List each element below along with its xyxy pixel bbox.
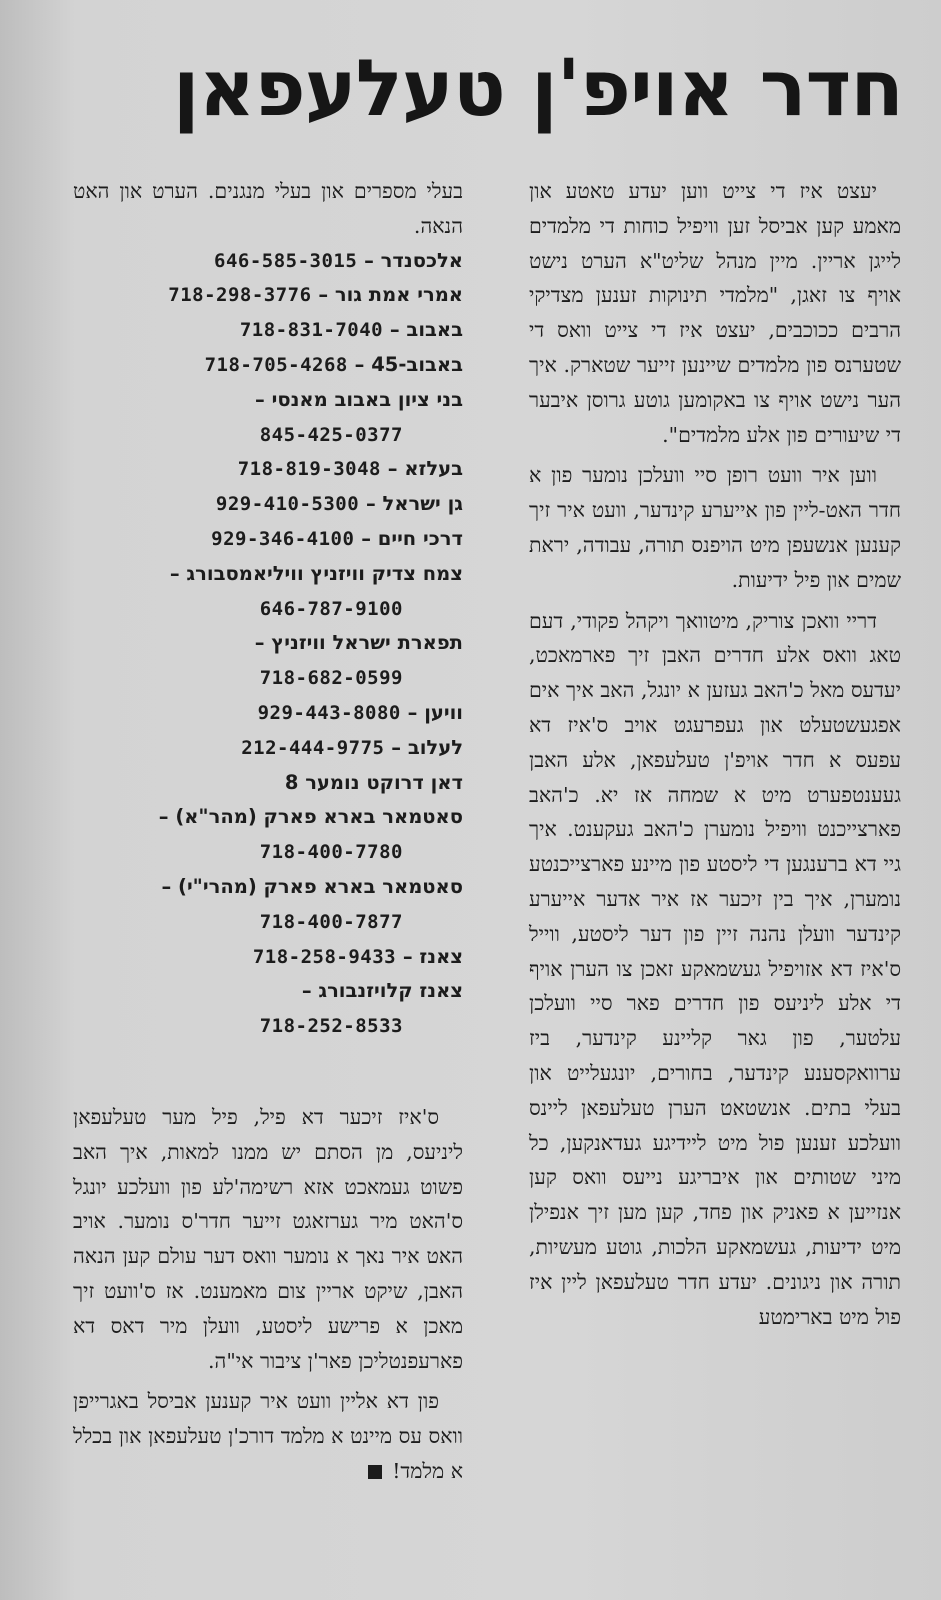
directory-entry: צאנז קלויזנבורג – <box>301 979 463 1003</box>
directory-entry: סאטמאר בארא פארק (מהרי"י) – <box>161 874 463 898</box>
directory-entry: צמח צדיק וויזניץ וויליאמסבורג – <box>169 561 463 585</box>
directory-number: 718-682-0599 <box>259 667 403 690</box>
directory-number: 718-400-7780 <box>259 841 403 864</box>
directory-entry: בני ציון באבוב מאנסי – <box>255 387 463 411</box>
end-mark-icon <box>368 1465 382 1479</box>
directory-entry: סאטמאר בארא פארק (מהר"א) – <box>158 805 463 829</box>
directory-entry: וויען – 929-443-8080 <box>257 700 463 724</box>
directory-entry: גן ישראל – 929-410-5300 <box>215 492 463 516</box>
column-gap <box>73 1044 463 1100</box>
directory-entry: באבוב – 718-831-7040 <box>239 318 463 342</box>
directory-number: 718-252-8533 <box>259 1015 403 1038</box>
directory-entry: אמרי אמת גור – 718-298-3776 <box>168 283 463 307</box>
directory-number: 646-787-9100 <box>259 597 403 620</box>
directory-entry: באבוב-45 – 718-705-4268 <box>204 352 463 376</box>
directory-entry: דרכי חיים – 929-346-4100 <box>211 526 463 550</box>
directory-entry: בעלזא – 718-819-3048 <box>237 457 463 481</box>
closing-paragraph: פון דא אליין וועט איר קענען אביסל באגרייפן וואס עס מיינט א מלמד דורכ'ן טעלעפאן און בכלל א מלמד! <box>73 1389 463 1483</box>
directory-intro: בעלי מספרים און בעלי מנגנים. הערט און האט הנאה. <box>73 179 463 238</box>
directory-number: 718-400-7877 <box>259 910 403 933</box>
directory-entry: אלכסנדר – 646-585-3015 <box>214 248 463 272</box>
directory-entry: תפארת ישראל וויזניץ – <box>254 631 463 655</box>
paragraph: יעצט איז די צייט ווען יעדע טאטע און מאמע קען אביסל זען וויפיל כוחות די מלמדים לייגן אריין. מיין מנהל שליט"א הערט נישט אויף צו זאגן, "מלמדי תינוקות זענען מצדיקי הרבים ככוכבים, יעצט איז די צייט וואס די שטערנס פון מלמדים שיינען זייער שטארק. איך הער נישט אויף צו באקומען גוטע גרוסן איבער די שיעורים פון אלע מלמדים". <box>529 179 901 447</box>
paragraph: ס'איז זיכער דא פיל, פיל מער טעלעפאן ליניעס, מן הסתם יש ממנו למאות, איך האב פשוט געמאכט אזא רשימה'לע פון וועלכע יונגל ס'האט מיר גערזאגט זייער חדר'ס נומער. אויב האט איר נאך א נומער וואס דער עולם קען הנאה האבן, שיקט אריין צום מאמענט. אז ס'וועט זיך מאכן א פרישע ליסטע, וועלן מיר דאס דא פארעפנטליכן פאר'ן ציבור אי"ה. <box>73 1104 463 1373</box>
left-column <box>73 174 463 1489</box>
paragraph: דריי וואכן צוריק, מיטוואך ויקהל פקודי, דעם טאג וואס אלע חדרים האבן זיך פארמאכט, יעדעס מאל כ'האב געזען א יונגל, האב איך אים אפגעשטעלט און געפרעגט אויב ס'איז דא עפעס א חדר אויפ'ן טעלעפאן, אלע האבן געענטפערט מיט א שמחה אז יא. כ'האב פארצייכנט וויפיל נומערן כ'האב געקענט. איך גיי דא ברענגען די ליסטע פון מיינע פארצייכנטע נומערן, איך בין זיכער אז איר אדער אייערע קינדער וועלן נהנה זיין פון דער ליסטע, ווייל ס'איז דא אזויפיל געשמאקע זאכן צו הערן אויף די אלע ליניעס פון חדרים פאר סיי וועלכן עלטער, פון גאר קליינע קינדער, ביז ערוואקסענע קינדער, בחורים, יונגעלייט און בעלי בתים. אנשטאט הערן טעלעפאן ליינס וועלכע זענען פול מיט ליידיגע געדאנקען, כל מיני שטותים און איבריגע נייעס וואס קען אנזייען א פאניק און פחד, קען מען זיך אנפילן מיט ידיעות, געשמאקע הלכות, גוטע מעשיות, תורה און ניגונים. יעדע חדר טעלעפאן ליין איז פול מיט בארימטע <box>529 608 901 1329</box>
article-title: חדר אויפ'ן טעלעפאן <box>172 44 903 134</box>
phone-directory <box>73 244 463 1044</box>
directory-entry: דאן דרוקט נומער 8 <box>284 770 463 794</box>
directory-entry: צאנז – 718-258-9433 <box>252 944 463 968</box>
directory-number: 845-425-0377 <box>259 423 403 446</box>
right-column <box>529 174 901 1334</box>
directory-entry: לעלוב – 212-444-9775 <box>241 735 463 759</box>
paragraph: ווען איר וועט רופן סיי וועלכן נומער פון א חדר האט-ליין פון אייערע קינדער, וועט איר זיך קענען אנשעפן מיט הויפנס תורה, עבודה, יראת שמים און פיל ידיעות. <box>529 463 901 592</box>
